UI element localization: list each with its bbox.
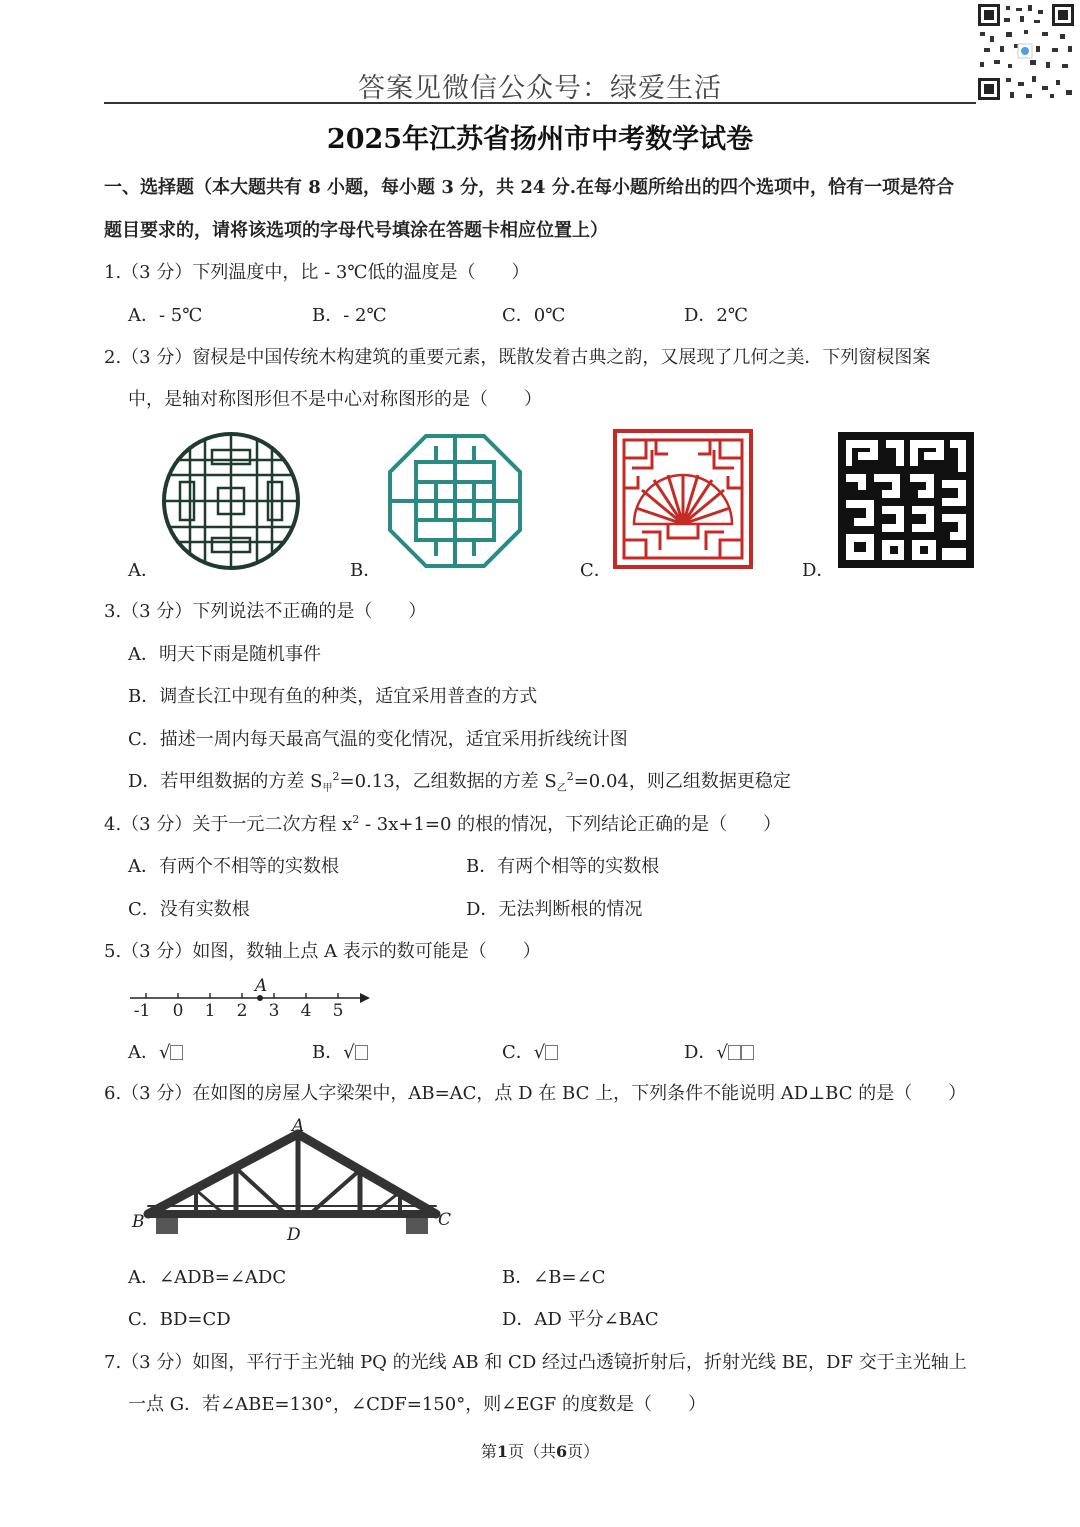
q3-option-c: C．描述一周内每天最高气温的变化情况，适宜采用折线统计图 bbox=[128, 729, 628, 750]
lattice-fan-figure bbox=[612, 428, 754, 570]
tick-label-5: 5 bbox=[332, 1001, 344, 1021]
tick-label-2: 2 bbox=[236, 1001, 248, 1021]
q5-stem: 5.（3 分）如图，数轴上点 A 表示的数可能是（ ） bbox=[104, 941, 541, 962]
sqrt-icon: √ bbox=[533, 1042, 546, 1063]
number-line-figure bbox=[126, 974, 376, 1022]
q6-option-d: D．AD 平分∠BAC bbox=[502, 1309, 659, 1330]
footer-post: 页） bbox=[567, 1442, 600, 1461]
q4-option-b: B．有两个相等的实数根 bbox=[466, 856, 660, 877]
q3-d-text-post: =0.04，则乙组数据更稳定 bbox=[573, 771, 791, 792]
qr-code-icon bbox=[976, 2, 1076, 102]
q4-stem-post: - 3x+1=0 的根的情况，下列结论正确的是（ ） bbox=[359, 814, 782, 835]
q5-option-d bbox=[684, 1038, 754, 1064]
q2-stem-cont: 中，是轴对称图形但不是中心对称图形的是（ ） bbox=[128, 389, 542, 410]
q6-stem: 6.（3 分）在如图的房屋人字梁架中，AB=AC，点 D 在 BC 上，下列条件不能说明 AD⊥BC 的是（ ） bbox=[104, 1083, 967, 1104]
sqrt-icon: √ bbox=[159, 1042, 171, 1063]
q3-d-sub-jia: 甲 bbox=[322, 783, 333, 794]
q4-stem-pre: 4.（3 分）关于一元二次方程 x bbox=[104, 814, 353, 835]
footer-page-total: 6 bbox=[556, 1442, 568, 1461]
q5-d-label: D． bbox=[684, 1042, 717, 1063]
q2-label-d: D． bbox=[802, 560, 835, 581]
roof-truss-figure bbox=[126, 1114, 466, 1244]
footer-mid: 页（共 bbox=[507, 1442, 556, 1461]
q4-stem-sup: 2 bbox=[352, 813, 360, 826]
q1-option-d: D．2℃ bbox=[684, 305, 749, 326]
q3-d-text-pre: D．若甲组数据的方差 S bbox=[128, 771, 323, 792]
q2-label-b: B． bbox=[350, 560, 382, 581]
q7-stem-cont: 一点 G．若∠ABE=130°，∠CDF=150°，则∠EGF 的度数是（ ） bbox=[128, 1394, 707, 1415]
q3-d-sup-1: 2 bbox=[332, 770, 340, 783]
q1-option-b: B．- 2℃ bbox=[312, 305, 387, 326]
q5-option-c bbox=[502, 1038, 558, 1064]
q4-option-d: D．无法判断根的情况 bbox=[466, 899, 643, 920]
tick-label-0: 0 bbox=[172, 1001, 184, 1021]
q2-label-c: C． bbox=[580, 560, 612, 581]
page-title: 2025年江苏省扬州市中考数学试卷 bbox=[326, 124, 754, 155]
q4-stem bbox=[104, 810, 781, 836]
point-a-label: A bbox=[254, 976, 268, 996]
truss-label-b: B bbox=[132, 1212, 145, 1232]
q7-stem: 7.（3 分）如图，平行于主光轴 PQ 的光线 AB 和 CD 经过凸透镜折射后，折射光线 BE，DF 交于主光轴上 bbox=[104, 1352, 967, 1373]
lattice-round-figure bbox=[160, 430, 302, 572]
tick-label-neg1: -1 bbox=[133, 1001, 151, 1021]
missing-radicand-icon bbox=[355, 1045, 368, 1060]
q3-d-text-mid: =0.13，乙组数据的方差 S bbox=[339, 771, 557, 792]
q6-option-b: B．∠B=∠C bbox=[502, 1267, 606, 1288]
q6-option-a: A．∠ADB=∠ADC bbox=[128, 1267, 287, 1288]
q3-d-sub-yi: 乙 bbox=[556, 783, 567, 794]
q5-c-label: C． bbox=[502, 1042, 534, 1063]
q4-option-a: A．有两个不相等的实数根 bbox=[128, 856, 339, 877]
q3-d-sup-2: 2 bbox=[566, 770, 574, 783]
lattice-fret-figure bbox=[838, 432, 974, 568]
q3-option-b: B．调查长江中现有鱼的种类，适宜采用普查的方式 bbox=[128, 686, 538, 707]
footer-page-number: 1 bbox=[496, 1442, 508, 1461]
sqrt-icon: √ bbox=[716, 1042, 728, 1063]
q3-option-d bbox=[128, 767, 791, 794]
missing-radicand-icon bbox=[170, 1045, 183, 1060]
header-divider bbox=[104, 102, 976, 104]
truss-label-c: C bbox=[438, 1210, 452, 1230]
q6-option-c: C．BD=CD bbox=[128, 1309, 231, 1330]
q4-option-c: C．没有实数根 bbox=[128, 899, 250, 920]
section-heading-cont: 题目要求的，请将该选项的字母代号填涂在答题卡相应位置上） bbox=[104, 220, 608, 241]
q1-stem: 1.（3 分）下列温度中，比 - 3℃低的温度是（ ） bbox=[104, 262, 530, 283]
page-footer bbox=[0, 1439, 1080, 1462]
q3-option-a: A．明天下雨是随机事件 bbox=[128, 644, 321, 665]
sqrt-icon: √ bbox=[343, 1042, 355, 1063]
q5-option-a bbox=[128, 1038, 183, 1064]
q5-b-label: B． bbox=[312, 1042, 344, 1063]
q2-label-a: A． bbox=[128, 560, 159, 581]
truss-label-d: D bbox=[287, 1225, 301, 1244]
q1-option-a: A．- 5℃ bbox=[128, 305, 203, 326]
section-heading: 一、选择题（本大题共有 8 小题，每小题 3 分，共 24 分.在每小题所给出的四个选项中，恰有一项是符合 bbox=[104, 177, 954, 198]
missing-radicand-icon bbox=[545, 1045, 558, 1060]
q5-a-label: A． bbox=[128, 1042, 159, 1063]
footer-pre: 第 bbox=[480, 1442, 497, 1461]
truss-label-a: A bbox=[292, 1116, 305, 1136]
tick-label-4: 4 bbox=[300, 1001, 312, 1021]
q2-stem: 2.（3 分）窗棂是中国传统木构建筑的重要元素，既散发着古典之韵，又展现了几何之美．下列窗棂图案 bbox=[104, 347, 931, 368]
q3-stem: 3.（3 分）下列说法不正确的是（ ） bbox=[104, 601, 427, 622]
missing-radicand-icon bbox=[741, 1045, 754, 1060]
tick-label-3: 3 bbox=[268, 1001, 280, 1021]
missing-radicand-icon bbox=[728, 1045, 741, 1060]
tick-label-1: 1 bbox=[204, 1001, 216, 1021]
header-banner: 答案见微信公众号：绿爱生活 bbox=[358, 73, 722, 104]
q5-option-b bbox=[312, 1038, 368, 1064]
q1-option-c: C．0℃ bbox=[502, 305, 566, 326]
lattice-octagon-figure bbox=[386, 432, 524, 570]
